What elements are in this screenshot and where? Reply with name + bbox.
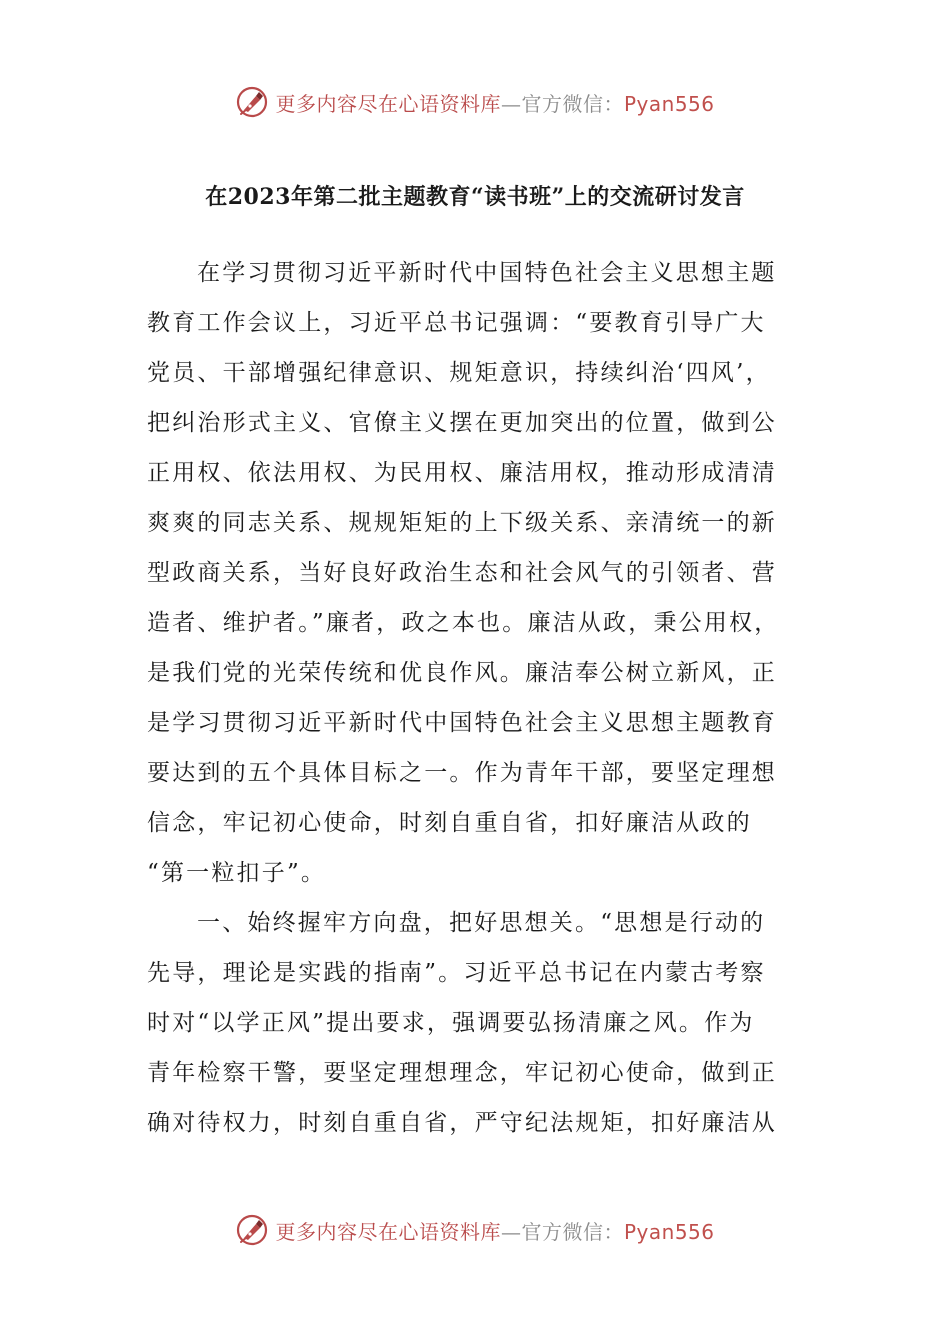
header-banner-sep: — (500, 91, 522, 116)
text-line: 教育工作会议上，习近平总书记强调：“要教育引导广大 (147, 310, 766, 336)
pen-nib-icon (235, 85, 269, 119)
header-banner-red: 更多内容尽在心语资料库 (275, 91, 501, 116)
footer-banner-sep: — (500, 1219, 522, 1244)
text-line: 型政商关系，当好良好政治生态和社会风气的引领者、营 (147, 560, 777, 586)
text-line: 把纠治形式主义、官僚主义摆在更加突出的位置，做到公 (147, 410, 777, 436)
text-line: 正用权、依法用权、为民用权、廉洁用权，推动形成清清 (147, 460, 777, 486)
footer-banner-wechat: Pyan556 (623, 1219, 715, 1244)
header-banner-text (275, 88, 714, 117)
text-line: 是我们党的光荣传统和优良作风。廉洁奉公树立新风，正 (147, 660, 777, 686)
footer-banner (0, 1210, 950, 1250)
text-line: 党员、干部增强纪律意识、规矩意识，持续纠治‘四风’， (147, 360, 771, 386)
header-banner-wechat: Pyan556 (623, 91, 715, 116)
document-body (147, 248, 799, 1148)
text-line: 一、始终握牢方向盘，把好思想关。“思想是行动的 (197, 910, 766, 936)
document-title: 在2023年第二批主题教育“读书班”上的交流研讨发言 (205, 184, 745, 210)
text-line: 爽爽的同志关系、规规矩矩的上下级关系、亲清统一的新 (147, 510, 777, 536)
text-line: 青年检察干警，要坚定理想理念，牢记初心使命，做到正 (147, 1060, 777, 1086)
header-banner (0, 82, 950, 122)
text-line: 在学习贯彻习近平新时代中国特色社会主义思想主题 (197, 260, 777, 286)
paragraph-2 (147, 898, 799, 1148)
text-line: 信念，牢记初心使命，时刻自重自省，扣好廉洁从政的 (147, 810, 752, 836)
text-line: 确对待权力，时刻自重自省，严守纪法规矩，扣好廉洁从 (147, 1110, 777, 1136)
header-banner-grey: 官方微信： (521, 91, 624, 116)
footer-banner-red: 更多内容尽在心语资料库 (275, 1219, 501, 1244)
text-line: 要达到的五个具体目标之一。作为青年干部，要坚定理想 (147, 760, 777, 786)
footer-banner-text (275, 1216, 714, 1245)
text-line: 造者、维护者。”廉者，政之本也。廉洁从政，秉公用权， (147, 610, 780, 636)
text-line: “第一粒扣子”。 (147, 860, 327, 886)
paragraph-1 (147, 248, 799, 898)
text-line: 时对“以学正风”提出要求，强调要弘扬清廉之风。作为 (147, 1010, 755, 1036)
text-line: 先导，理论是实践的指南”。习近平总书记在内蒙古考察 (147, 960, 766, 986)
pen-nib-icon (235, 1213, 269, 1247)
text-line: 是学习贯彻习近平新时代中国特色社会主义思想主题教育 (147, 710, 777, 736)
footer-banner-grey: 官方微信： (521, 1219, 624, 1244)
